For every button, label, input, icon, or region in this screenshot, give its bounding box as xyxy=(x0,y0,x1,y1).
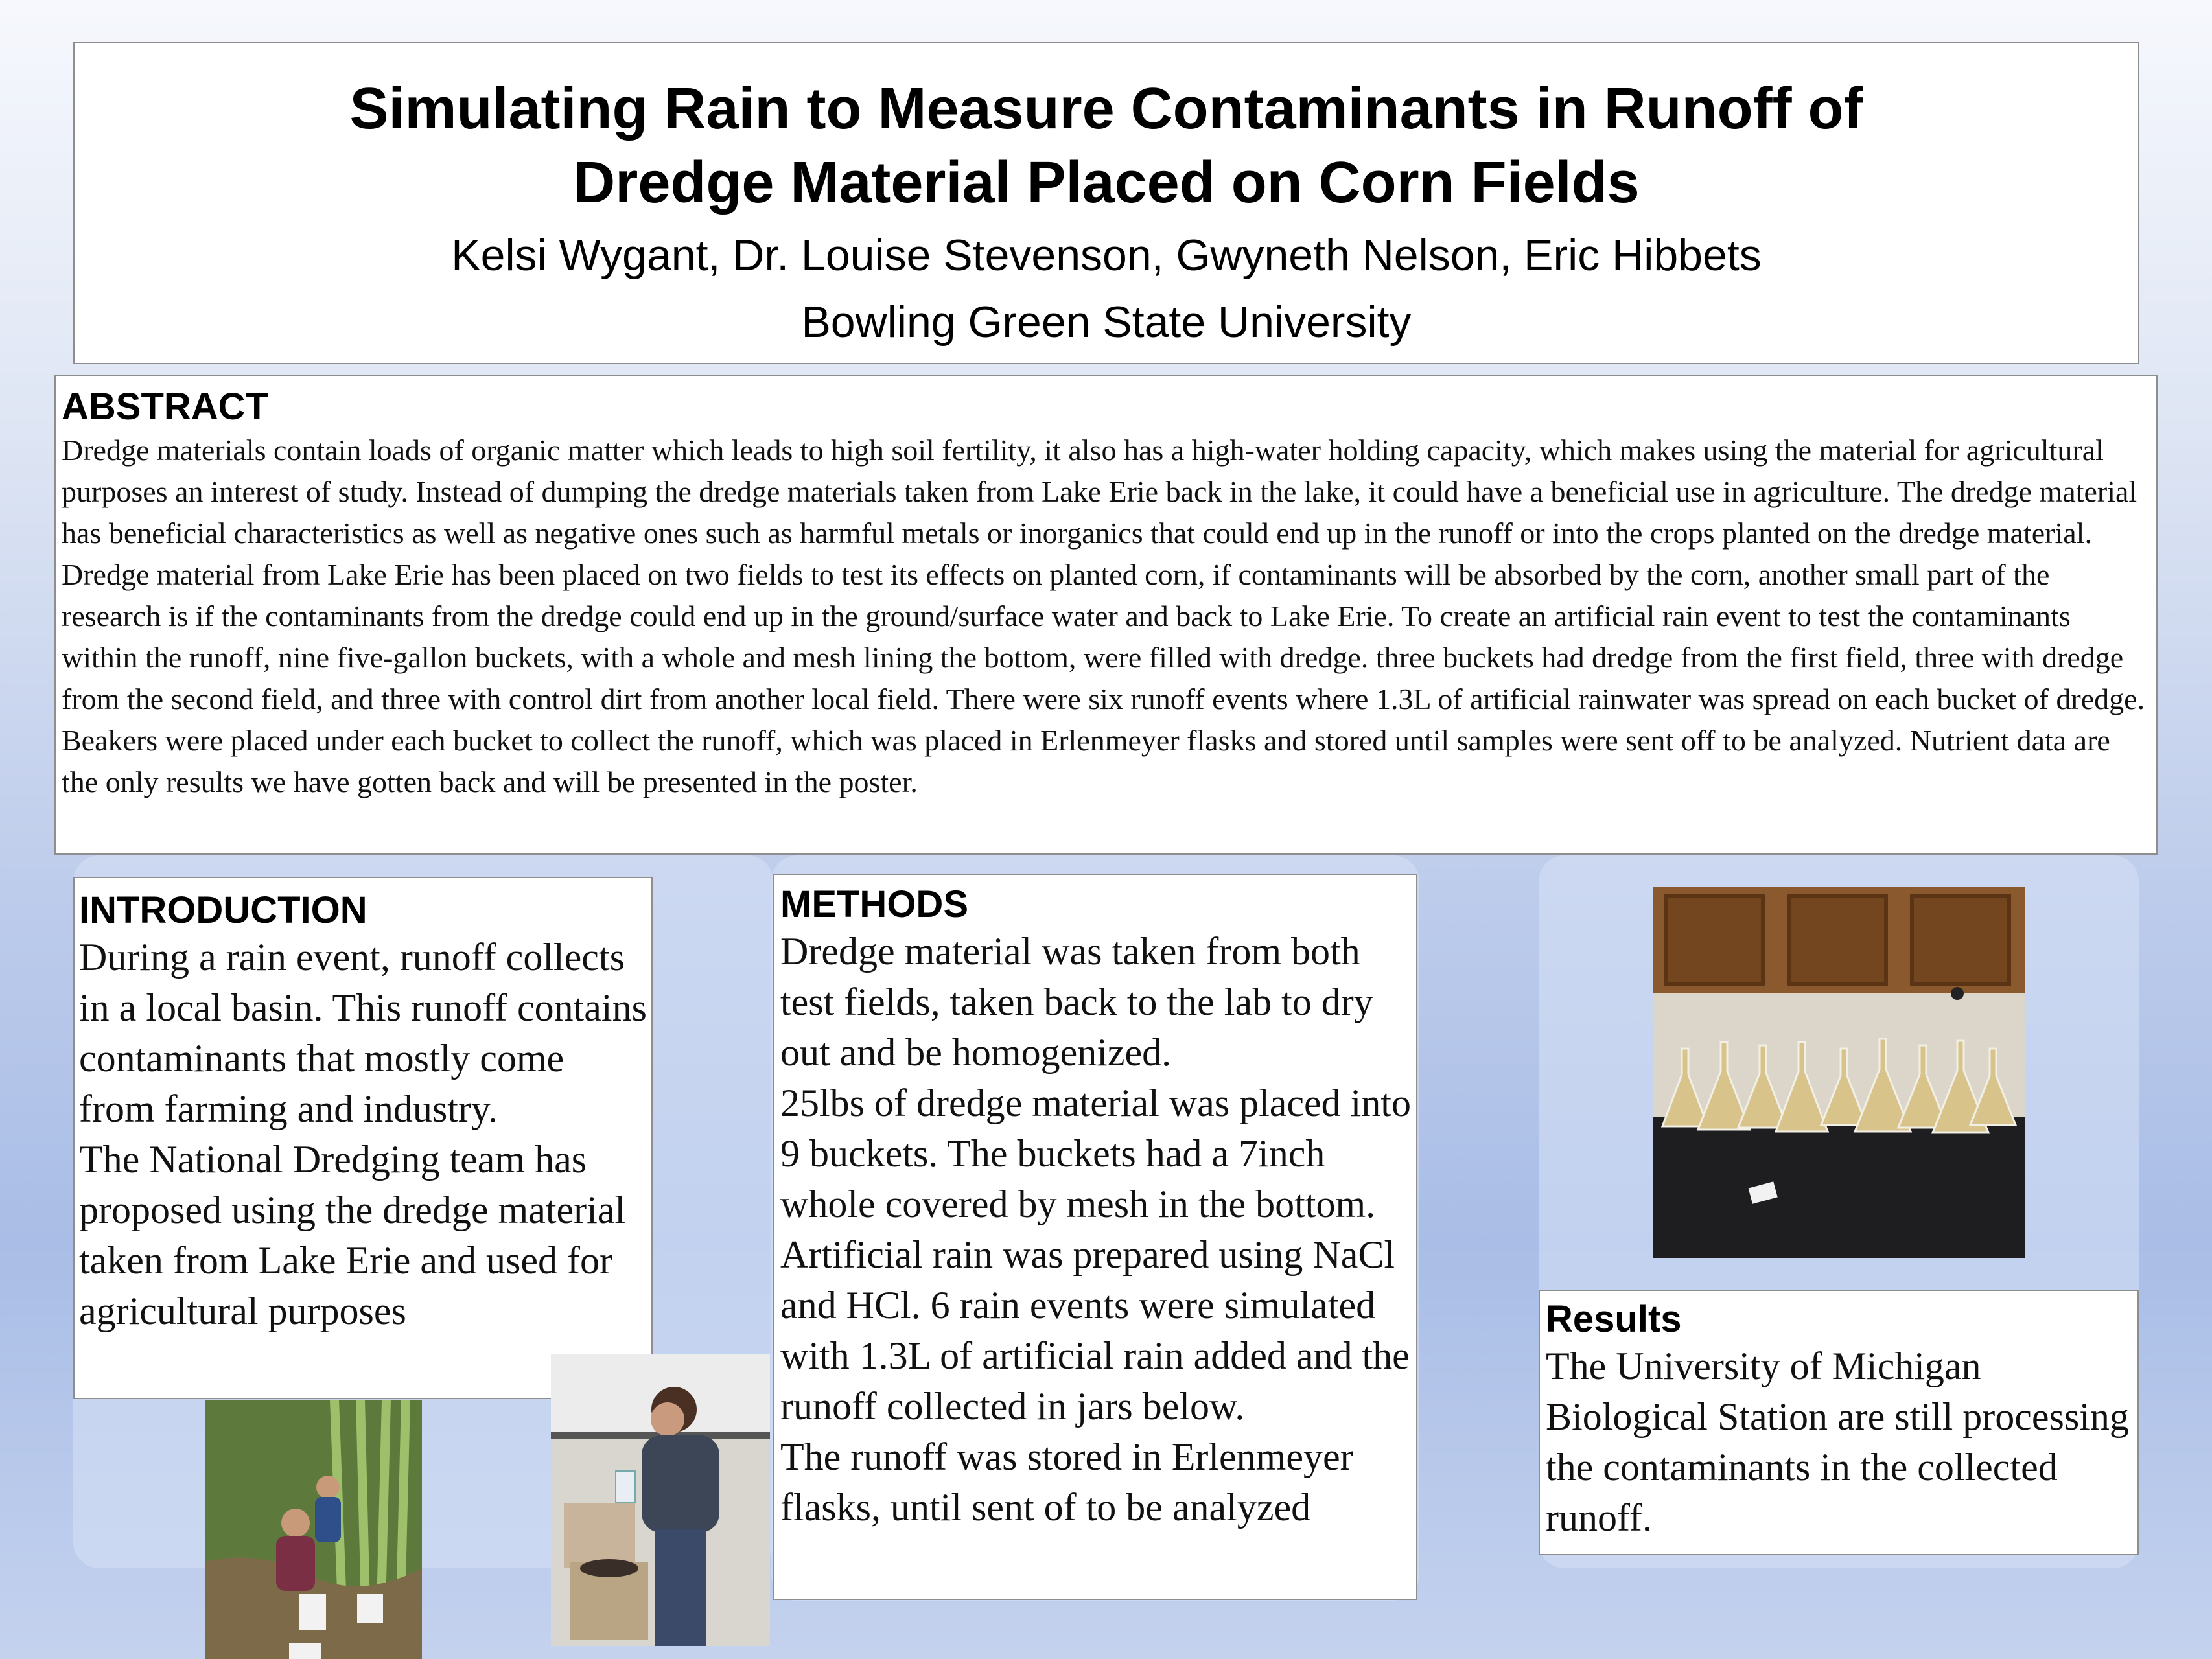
abstract-heading: ABSTRACT xyxy=(62,386,268,428)
methods-paragraph-3: The runoff was stored in Erlenmeyer flasks, until sent of to be analyzed xyxy=(780,1435,1353,1529)
introduction-section xyxy=(73,877,653,1399)
methods-paragraph-2: 25lbs of dredge material was placed into 9 buckets. The buckets had a 7inch whole covered by mesh in the bottom. Artificial rain was prepared using NaCl and HCl. 6 rain events were simulated with 1.3L of artificial rain added and the runoff collected in jars below. xyxy=(780,1082,1412,1428)
title-block xyxy=(73,42,2139,364)
introduction-paragraph-2: The National Dredging team has proposed using the dredge material taken from Lake Erie and used for agricultural purposes xyxy=(79,1138,626,1332)
abstract-text: Dredge materials contain loads of organic matter which leads to high soil fertility, it also has a high-water holding capacity, which makes using the material for agricultural purposes an interest of study. Instead of dumping the dredge materials taken from Lake Erie back in the lake, it could have a beneficial use in agriculture. The dredge material has beneficial characteristics as well as negative ones such as harmful metals or inorganics that could end up in the runoff or into the crops planted on the dredge material. Dredge material from Lake Erie has been placed on two fields to test its effects on planted corn, if contaminants will be absorbed by the corn, another small part of the research is if the contaminants from the dredge could end up in the ground/surface water and back to Lake Erie. To create an artificial rain event to test the contaminants within the runoff, nine five-gallon buckets, with a whole and mesh lining the bottom, were filled with dredge. three buckets had dredge from the first field, three with dredge from the second field, and three with control dirt from another local field. There were six runoff events where 1.3L of artificial rainwater was spread on each bucket of dredge. Beakers were placed under each bucket to collect the runoff, which was placed in Erlenmeyer flasks and stored until samples were sent off to be analyzed. Nutrient data are the only results we have gotten back and will be presented in the poster. xyxy=(62,434,2145,798)
methods-heading: METHODS xyxy=(780,883,968,925)
affiliation: Bowling Green State University xyxy=(801,297,1412,347)
methods-paragraph-1: Dredge material was taken from both test fields, taken back to the lab to dry out and be homogenized. xyxy=(780,930,1373,1074)
lab-work-illustration xyxy=(551,1354,770,1646)
runoff-flasks-photo xyxy=(1653,887,2025,1258)
field-sampling-illustration xyxy=(205,1400,422,1659)
lab-work-photo xyxy=(551,1354,770,1646)
title-line-1: Simulating Rain to Measure Contaminants in Runoff of xyxy=(349,76,1863,141)
results-section xyxy=(1539,1290,2139,1555)
methods-section xyxy=(773,874,1417,1600)
introduction-paragraph-1: During a rain event, runoff collects in a local basin. This runoff contains contaminants that mostly come from farming and industry. xyxy=(79,936,647,1130)
abstract-section xyxy=(54,375,2158,855)
title-line-2: Dredge Material Placed on Corn Fields xyxy=(573,150,1640,215)
field-sampling-photo xyxy=(205,1400,422,1659)
erlenmeyer-flasks-illustration xyxy=(1653,887,2025,1258)
introduction-heading: INTRODUCTION xyxy=(79,889,367,931)
results-heading: Results xyxy=(1546,1298,1682,1340)
author-list: Kelsi Wygant, Dr. Louise Stevenson, Gwyneth Nelson, Eric Hibbets xyxy=(451,231,1762,280)
poster-title xyxy=(75,72,2138,220)
results-text: The University of Michigan Biological Station are still processing the contaminants in the collected runoff. xyxy=(1546,1345,2129,1539)
